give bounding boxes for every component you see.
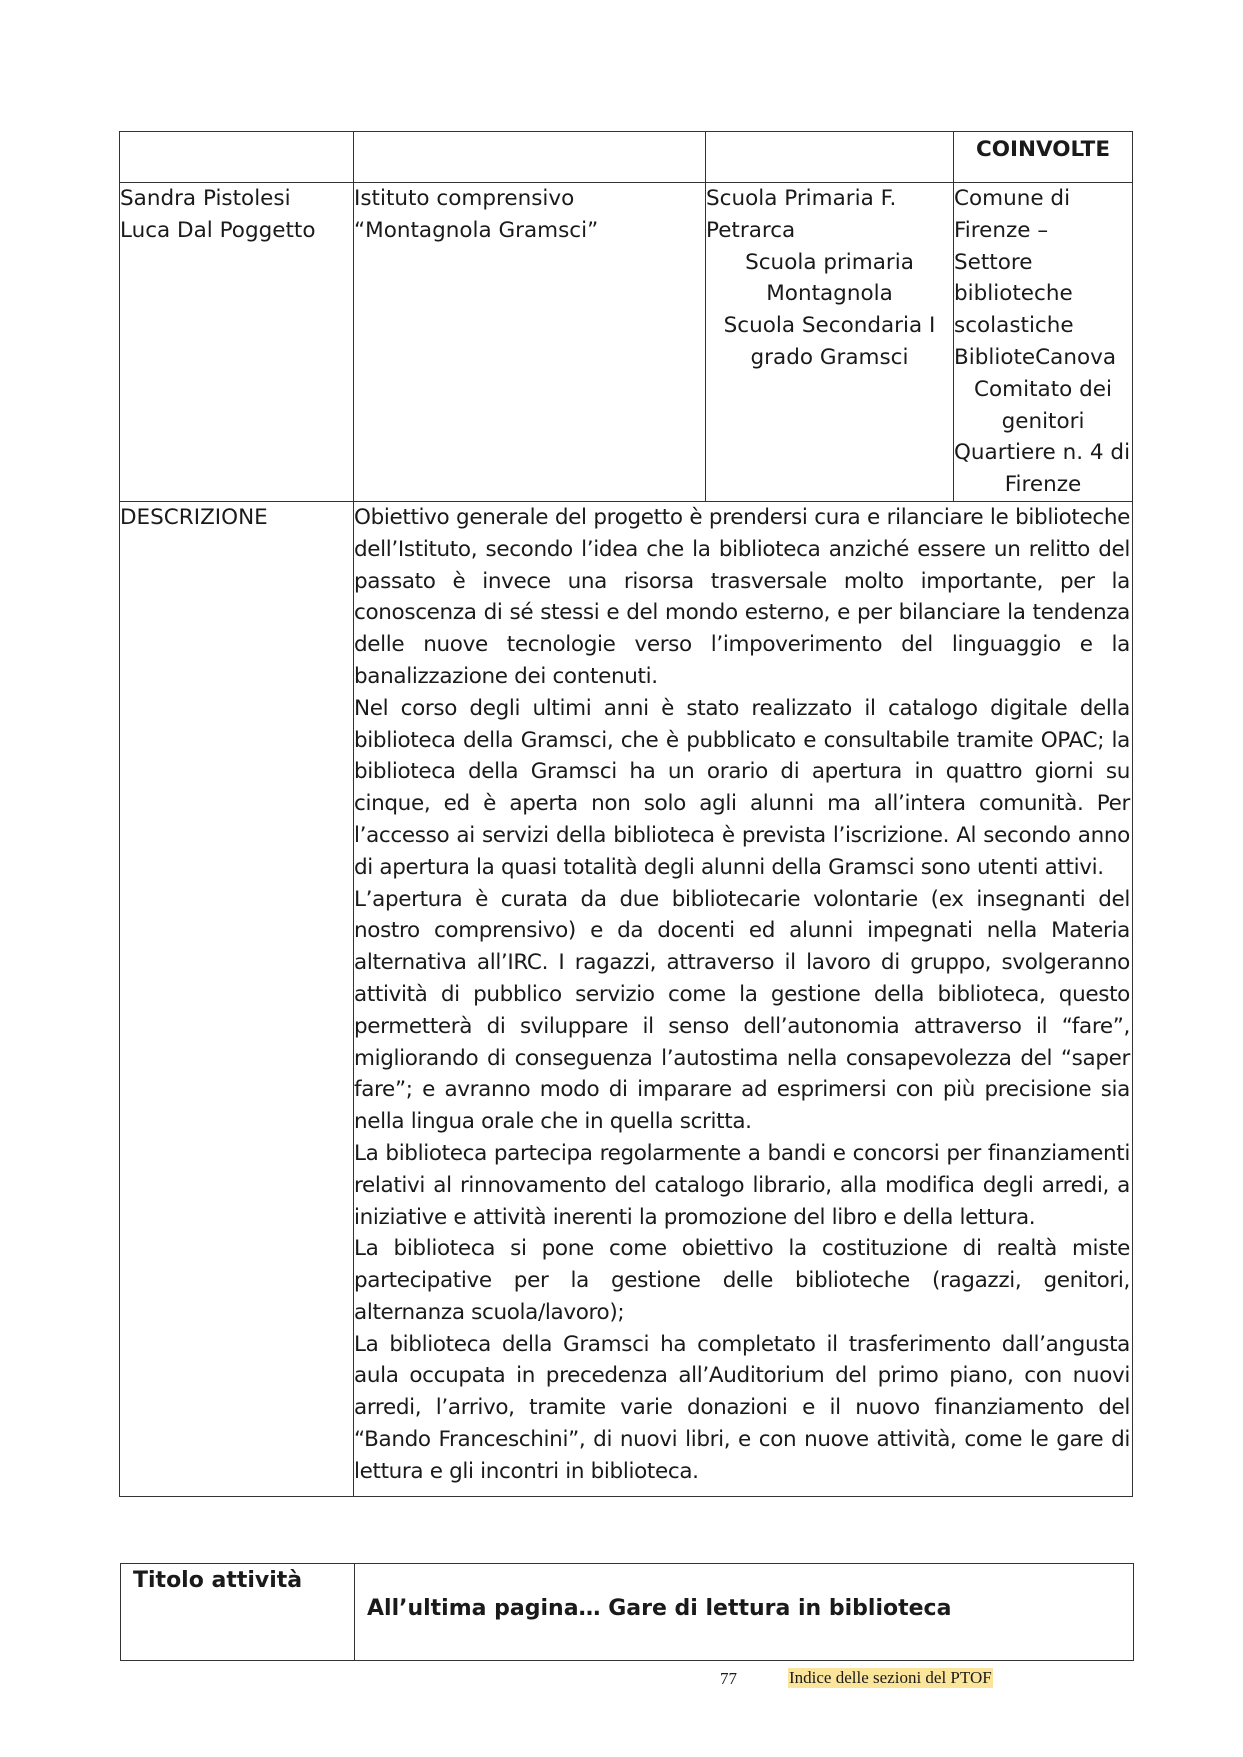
ente-line: BiblioteCanova [954, 344, 1116, 370]
scuola-line: Scuola primaria [745, 249, 914, 275]
scuola-line: grado Gramsci [750, 344, 909, 370]
project-row [120, 183, 1133, 502]
table-header-row [120, 132, 1133, 183]
description-paragraph: La biblioteca si pone come obiettivo la costituzione di realtà miste partecipative per la gestione delle biblioteche (ragazzi, genitori, alternanza scuola/lavoro); [354, 1236, 1130, 1325]
scuola-line: Petrarca [706, 217, 796, 243]
ente-line: Settore [954, 249, 1033, 275]
description-paragraph: Nel corso degli ultimi anni è stato realizzato il catalogo digitale della biblioteca della Gramsci, che è pubblicato e consultabile tramite OPAC; la biblioteca della Gramsci ha un orario di apertura in quattro giorni su cinque, ed è aperta non solo agli alunni ma all’intera comunità. Per l’accesso ai servizi della biblioteca è prevista l’iscrizione. Al secondo anno di apertura la quasi totalità degli alunni della Gramsci sono utenti attivi. [354, 695, 1130, 880]
activity-label: Titolo attività [121, 1564, 355, 1661]
ente-line: Firenze [1004, 472, 1082, 498]
description-paragraph: Obiettivo generale del progetto è prendersi cura e rilanciare le biblioteche dell’Istituto, secondo l’idea che la biblioteca anziché essere un relitto del passato è invece una risorsa trasversale molto importante, per la conoscenza di sé stessi e del mondo esterno, e per bilanciare la tendenza delle nuove tecnologie verso l’impoverimento del linguaggio e la banalizzazione dei contenuti. [354, 504, 1130, 689]
ente-line: biblioteche [954, 281, 1073, 307]
header-cell-empty [120, 132, 354, 183]
scuola-line: Scuola Primaria F. [706, 186, 897, 211]
referente-name: Luca Dal Poggetto [120, 217, 316, 243]
description-body [354, 501, 1133, 1496]
activity-row [121, 1564, 1134, 1661]
header-cell-empty [706, 132, 954, 183]
activity-table [120, 1563, 1134, 1661]
project-table [119, 131, 1133, 1497]
scuole-cell [706, 183, 954, 502]
istituto-line: Istituto comprensivo [354, 186, 575, 211]
istituto-cell [354, 183, 706, 502]
index-link[interactable]: Indice delle sezioni del PTOF [789, 1668, 992, 1687]
description-label: DESCRIZIONE [120, 501, 354, 1496]
description-paragraph: La biblioteca della Gramsci ha completato il trasferimento dall’angusta aula occupata in precedenza all’Auditorium del primo piano, con nuovi arredi, l’arrivo, tramite varie donazioni e il nuovo finanziamento del “Bando Franceschini”, di nuovi libri, e con nuove attività, come le gare di lettura e gli incontri in biblioteca. [354, 1331, 1130, 1484]
referenti-cell [120, 183, 354, 502]
ente-line: Firenze – [954, 217, 1049, 243]
ente-line: Comune di [954, 186, 1071, 211]
scuola-line: Montagnola [766, 281, 893, 307]
referente-name: Sandra Pistolesi [120, 186, 291, 211]
description-paragraph: La biblioteca partecipa regolarmente a bandi e concorsi per finanziamenti relativi al rinnovamento del catalogo librario, alla modifica degli arredi, a iniziative e attività inerenti la promozione del libro e della lettura. [354, 1140, 1130, 1230]
ente-line: genitori [1001, 408, 1085, 434]
ente-line: scolastiche [954, 313, 1074, 339]
istituto-line: “Montagnola Gramsci” [354, 217, 599, 243]
activity-title: All’ultima pagina… Gare di lettura in biblioteca [355, 1564, 1134, 1661]
header-cell-empty [354, 132, 706, 183]
description-row [120, 501, 1133, 1496]
enti-cell [954, 183, 1133, 502]
header-cell-coinvolte: COINVOLTE [954, 132, 1133, 183]
description-paragraph: L’apertura è curata da due bibliotecarie volontarie (ex insegnanti del nostro comprensivo) e da docenti ed alunni impegnati nella Materia alternativa all’IRC. I ragazzi, attraverso il lavoro di gruppo, svolgeranno attività di pubblico servizio come la gestione della biblioteca, questo permetterà di sviluppare il senso dell’autonomia attraverso il “fare”, migliorando di conseguenza l’autostima nella consapevolezza del “saper fare”; e avranno modo di imparare ad esprimersi con più precisione sia nella lingua orale che in quella scritta. [354, 886, 1130, 1135]
page-number: 77 [720, 1669, 737, 1688]
ente-line: Quartiere n. 4 di [954, 440, 1131, 466]
ente-line: Comitato dei [974, 376, 1112, 402]
scuola-line: Scuola Secondaria I [723, 313, 936, 339]
